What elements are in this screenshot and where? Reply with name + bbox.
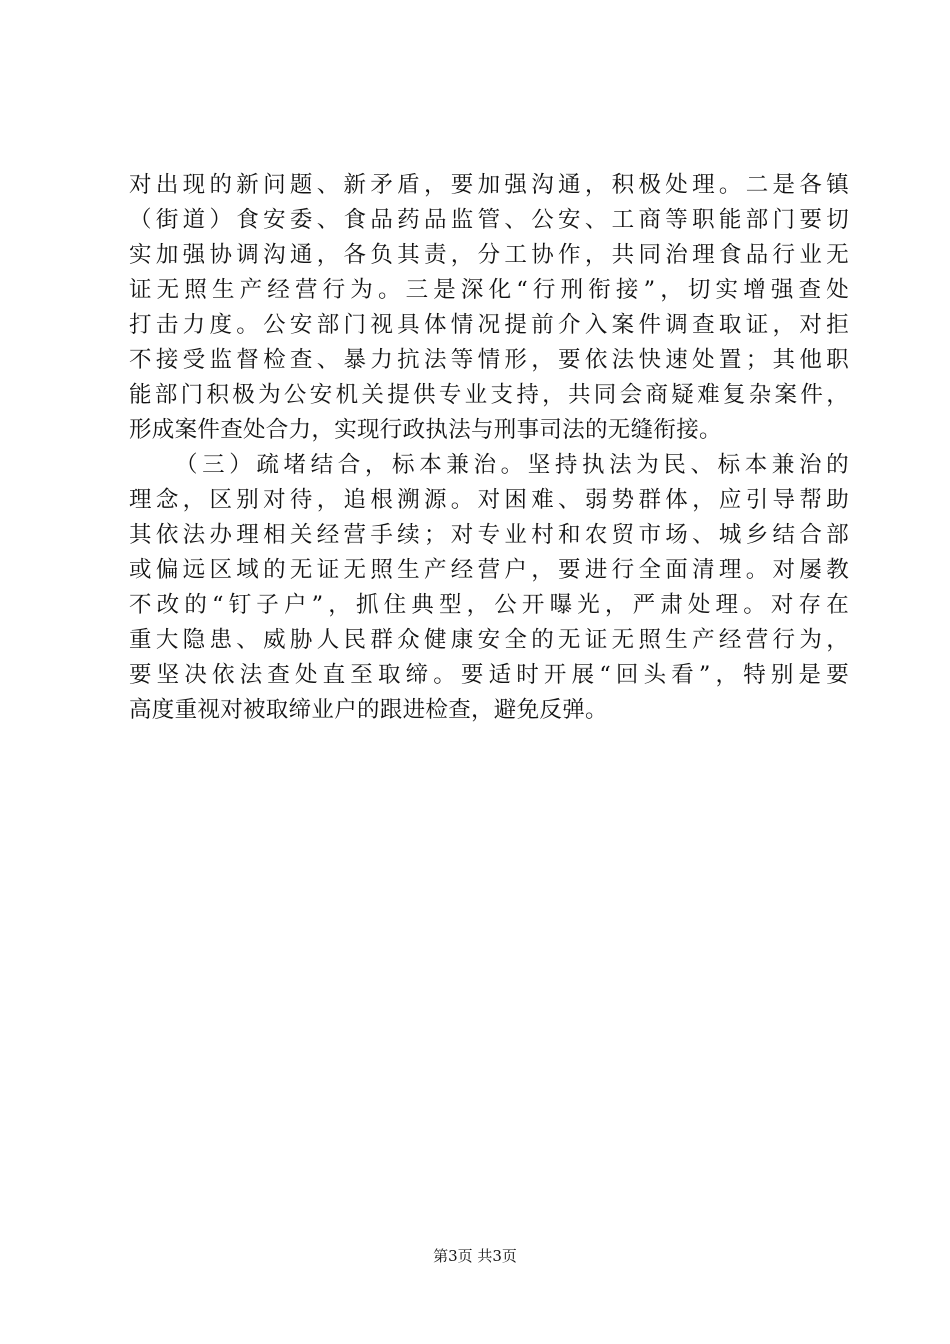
text-line: 或偏远区域的无证无照生产经营户，要进行全面清理。对屡教 <box>129 557 849 583</box>
text-line: 形成案件查处合力，实现行政执法与刑事司法的无缝衔接。 <box>129 417 722 443</box>
text-line: 不接受监督检查、暴力抗法等情形，要依法快速处置；其他职 <box>129 347 849 373</box>
text-line: 重大隐患、威胁人民群众健康安全的无证无照生产经营行为， <box>129 627 849 653</box>
text-line: （街道）食安委、食品药品监管、公安、工商等职能部门要切 <box>129 207 849 233</box>
text-line: 理念，区别对待，追根溯源。对困难、弱势群体，应引导帮助 <box>129 487 849 513</box>
text-line: 实加强协调沟通，各负其责，分工协作，共同治理食品行业无 <box>129 242 849 268</box>
text-line: 要坚决依法查处直至取缔。要适时开展“回头看”，特别是要 <box>129 662 849 688</box>
text-line: 其依法办理相关经营手续；对专业村和农贸市场、城乡结合部 <box>129 522 849 548</box>
document-body <box>129 168 849 728</box>
text-line: （三）疏堵结合，标本兼治。坚持执法为民、标本兼治的 <box>175 452 849 478</box>
text-line: 不改的“钉子户”，抓住典型，公开曝光，严肃处理。对存在 <box>129 592 849 618</box>
text-line: 打击力度。公安部门视具体情况提前介入案件调查取证，对拒 <box>129 312 849 338</box>
text-line: 对出现的新问题、新矛盾，要加强沟通，积极处理。二是各镇 <box>129 172 849 198</box>
text-line: 高度重视对被取缔业户的跟进检查，避免反弹。 <box>129 697 608 723</box>
text-line: 能部门积极为公安机关提供专业支持，共同会商疑难复杂案件， <box>129 382 849 408</box>
text-line: 证无照生产经营行为。三是深化“行刑衔接”，切实增强查处 <box>129 277 849 303</box>
page-number-footer: 第3页 共3页 <box>433 1247 517 1265</box>
